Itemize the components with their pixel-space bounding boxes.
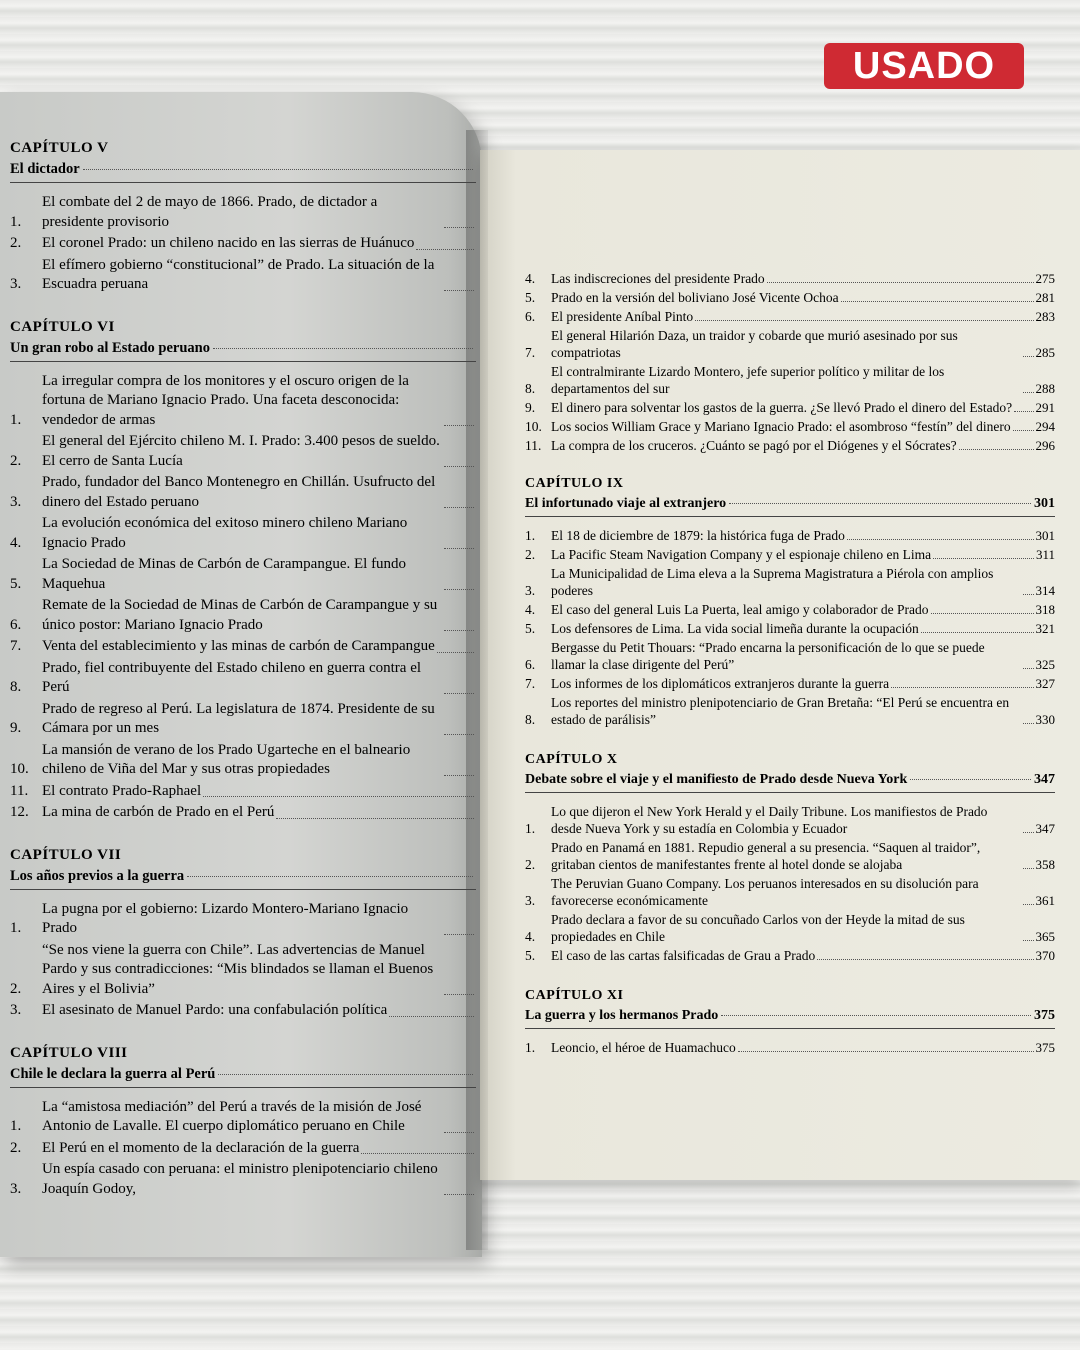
chapter-item-list	[10, 900, 476, 1021]
toc-entry	[525, 639, 1055, 673]
toc-entry	[525, 527, 1055, 544]
toc-entry	[525, 289, 1055, 306]
entry-title: El efímero gobierno “constitucional” de Prado. La situación de la Escuadra peruana	[42, 256, 435, 292]
chapter-page: 301	[1034, 496, 1055, 511]
chapter-block	[525, 476, 1055, 728]
entry-number: 4.	[525, 271, 536, 286]
entry-number: 3.	[10, 1180, 22, 1197]
chapter-subtitle-text: Un gran robo al Estado peruano	[10, 339, 210, 356]
toc-entry	[525, 675, 1055, 692]
entry-number: 4.	[525, 602, 536, 617]
entry-title: El general Hilarión Daza, un traidor y cobarde que murió asesinado por sus compatriotas	[551, 328, 958, 360]
toc-entry	[10, 741, 476, 780]
entry-number: 2.	[525, 857, 536, 872]
entry-number: 8.	[10, 679, 22, 695]
entry-number: 8.	[525, 381, 536, 396]
toc-entry	[10, 514, 476, 553]
leader-dots	[931, 613, 1034, 614]
entry-title: La Municipalidad de Lima eleva a la Suprema Magistratura a Piérola con amplios poderes	[551, 566, 994, 598]
chapter-page: 347	[1034, 772, 1055, 787]
leader-dots	[416, 249, 474, 250]
chapter-subtitle-text: El infortunado viaje al extranjero	[525, 496, 727, 511]
toc-entry	[525, 875, 1055, 909]
entry-number: 2.	[10, 980, 22, 997]
toc-entry	[10, 1001, 476, 1021]
leader-dots	[1023, 392, 1034, 393]
entry-page: 288	[1035, 381, 1055, 396]
toc-entry	[10, 234, 476, 254]
toc-entry	[10, 372, 476, 431]
entry-title: El contralmirante Lizardo Montero, jefe superior político y militar de los departamentos del sur	[551, 364, 945, 396]
chapter-subtitle	[10, 161, 476, 183]
entry-number: 11.	[525, 438, 542, 453]
entry-number: 2.	[525, 547, 536, 562]
leader-dots	[444, 227, 474, 228]
entry-number: 5.	[525, 621, 536, 636]
entry-number: 9.	[525, 400, 536, 415]
leader-dots	[444, 775, 474, 776]
chapter-subtitle	[525, 772, 1055, 793]
entry-number: 1.	[525, 528, 536, 543]
entry-page: 285	[1035, 345, 1055, 360]
entry-title: Los defensores de Lima. La vida social limeña durante la ocupación	[551, 621, 919, 636]
entry-number: 1.	[10, 1118, 22, 1134]
entry-page: 314	[1035, 583, 1055, 598]
leader-dots	[213, 348, 473, 349]
leader-dots	[218, 1074, 473, 1075]
toc-entry	[525, 270, 1055, 287]
leader-dots	[847, 539, 1034, 540]
entry-title: La irregular compra de los monitores y el oscuro origen de la fortuna de Mariano Ignacio Prado. Una faceta desconocida: vendedor de armas	[42, 372, 409, 428]
entry-title: El 18 de diciembre de 1879: la histórica fuga de Prado	[551, 528, 845, 543]
chapter-subtitle-text: Los años previos a la guerra	[10, 867, 185, 884]
leader-dots	[444, 425, 474, 426]
chapter-title: CAPÍTULO VII	[10, 846, 122, 863]
chapter-subtitle	[525, 496, 1055, 517]
chapter-item-list	[525, 1039, 1055, 1056]
leader-dots	[1023, 668, 1034, 669]
chapter-subtitle	[10, 1066, 476, 1088]
leader-dots	[437, 652, 474, 653]
entry-number: 7.	[525, 676, 536, 691]
leader-dots	[1023, 723, 1034, 724]
continued-item-list	[525, 270, 1055, 454]
entry-title: Prado declara a favor de su concuñado Carlos von der Heyde la mitad de sus propiedades en Chile	[551, 912, 965, 944]
entry-number: 12.	[10, 804, 29, 820]
entry-number: 1.	[10, 213, 22, 230]
entry-number: 9.	[10, 720, 22, 736]
entry-title: Venta del establecimiento y las minas de carbón de Carampangue	[42, 638, 435, 654]
chapter-subtitle	[10, 340, 476, 362]
toc-entry	[525, 1039, 1055, 1056]
entry-title: El dinero para solventar los gastos de la guerra. ¿Se llevó Prado el dinero del Estado?	[551, 400, 1013, 415]
toc-entry	[525, 947, 1055, 964]
leader-dots	[921, 632, 1034, 633]
chapter-subtitle	[10, 868, 476, 890]
toc-entry	[525, 327, 1055, 361]
entry-title: Prado en la versión del boliviano José Vicente Ochoa	[551, 290, 839, 305]
leader-dots	[444, 994, 474, 995]
leader-dots	[444, 734, 474, 735]
leader-dots	[1023, 940, 1034, 941]
entry-number: 3.	[10, 493, 22, 510]
entry-title: Prado, fiel contribuyente del Estado chileno en guerra contra el Perú	[42, 659, 422, 695]
entry-page: 347	[1035, 821, 1055, 836]
leader-dots	[444, 1132, 474, 1133]
entry-page: 358	[1035, 857, 1055, 872]
entry-title: Los reportes del ministro plenipotenciario de Gran Bretaña: “El Perú se encuentra en estado de parálisis”	[551, 695, 1010, 727]
entry-title: La evolución económica del exitoso minero chileno Mariano Ignacio Prado	[42, 515, 408, 551]
leader-dots	[83, 169, 473, 170]
leader-dots	[695, 320, 1033, 321]
entry-number: 2.	[10, 235, 22, 251]
toc-entry	[10, 193, 476, 232]
entry-title: La pugna por el gobierno: Lizardo Montero-Mariano Ignacio Prado	[42, 900, 409, 936]
toc-entry	[525, 620, 1055, 637]
entry-page: 321	[1035, 621, 1055, 636]
leader-dots	[729, 503, 1031, 504]
entry-number: 2.	[10, 1139, 22, 1156]
entry-number: 4.	[525, 929, 536, 944]
leader-dots	[444, 630, 474, 631]
leader-dots	[444, 693, 474, 694]
entry-page: 283	[1035, 309, 1055, 324]
leader-dots	[1023, 594, 1034, 595]
entry-page: 311	[1035, 547, 1055, 562]
chapter-block	[525, 752, 1055, 964]
entry-title: Prado de regreso al Perú. La legislatura de 1874. Presidente de su Cámara por un mes	[42, 700, 435, 736]
used-badge: USADO	[824, 43, 1024, 89]
entry-title: Los socios William Grace y Mariano Ignacio Prado: el asombroso “festín” del dinero	[551, 419, 1011, 434]
chapter-subtitle-text: Chile le declara la guerra al Perú	[10, 1065, 216, 1082]
leader-dots	[1023, 904, 1034, 905]
entry-page: 327	[1035, 676, 1055, 691]
leader-dots	[721, 1015, 1031, 1016]
entry-page: 361	[1035, 893, 1055, 908]
entry-page: 296	[1035, 438, 1055, 453]
entry-number: 10.	[525, 419, 542, 434]
toc-entry	[525, 839, 1055, 873]
entry-page: 375	[1035, 1040, 1055, 1055]
entry-title: Las indiscreciones del presidente Prado	[551, 271, 765, 286]
leader-dots	[444, 507, 474, 508]
entry-number: 1.	[525, 1040, 536, 1055]
entry-page: 291	[1035, 400, 1055, 415]
entry-number: 3.	[525, 583, 536, 598]
chapter-item-list	[10, 1098, 476, 1200]
leader-dots	[361, 1153, 474, 1154]
leader-dots	[444, 589, 474, 590]
entry-title: Remate de la Sociedad de Minas de Carbón de Carampangue y su único postor: Mariano Ignacio Prado	[42, 597, 438, 633]
leader-dots	[444, 466, 474, 467]
chapter-subtitle-text: Debate sobre el viaje y el manifiesto de Prado desde Nueva York	[525, 772, 908, 787]
entry-title: Prado, fundador del Banco Montenegro en Chillán. Usufructo del dinero del Estado peruano	[42, 474, 436, 510]
entry-number: 3.	[10, 1002, 22, 1018]
entry-number: 1.	[10, 411, 22, 428]
chapter-subtitle	[525, 1008, 1055, 1029]
leader-dots	[841, 301, 1034, 302]
toc-entry	[10, 432, 476, 471]
chapter-subtitle-text: El dictador	[10, 161, 80, 177]
toc-entry	[525, 694, 1055, 728]
chapter-title: CAPÍTULO X	[525, 752, 618, 767]
leader-dots	[444, 548, 474, 549]
chapter-item-list	[525, 803, 1055, 964]
chapter-title: CAPÍTULO IX	[525, 476, 624, 491]
entry-number: 7.	[525, 345, 536, 360]
leader-dots	[910, 779, 1031, 780]
entry-number: 5.	[525, 948, 536, 963]
entry-number: 5.	[10, 575, 22, 592]
entry-title: El Perú en el momento de la declaración de la guerra	[42, 1139, 360, 1156]
leader-dots	[444, 1194, 474, 1195]
toc-entry	[10, 941, 476, 1000]
leader-dots	[891, 687, 1033, 688]
entry-page: 318	[1035, 602, 1055, 617]
chapter-title: CAPÍTULO V	[10, 140, 109, 156]
entry-page: 325	[1035, 657, 1055, 672]
entry-title: The Peruvian Guano Company. Los peruanos interesados en su disolución para favorecerse económicamente	[551, 876, 979, 908]
entry-title: Leoncio, el héroe de Huamachuco	[551, 1040, 736, 1055]
entry-title: La compra de los cruceros. ¿Cuánto se pagó por el Diógenes y el Sócrates?	[551, 438, 957, 453]
entry-number: 4.	[10, 534, 22, 551]
toc-entry	[525, 308, 1055, 325]
toc-entry	[10, 700, 476, 739]
toc-entry	[525, 399, 1055, 416]
toc-entry	[525, 418, 1055, 435]
leader-dots	[389, 1016, 474, 1017]
leader-dots	[444, 934, 474, 935]
entry-page: 294	[1035, 419, 1055, 434]
leader-dots	[187, 876, 473, 877]
chapter-item-list	[10, 372, 476, 823]
entry-title: Lo que dijeron el New York Herald y el Daily Tribune. Los manifiestos de Prado desde Nueva York y su estadía en Colombia y Ecuador	[551, 804, 988, 836]
entry-page: 301	[1035, 528, 1055, 543]
leader-dots	[276, 818, 474, 819]
entry-number: 7.	[10, 638, 22, 654]
leader-dots	[817, 959, 1033, 960]
entry-number: 10.	[10, 761, 29, 777]
entry-title: La Sociedad de Minas de Carbón de Carampangue. El fundo Maquehua	[42, 556, 407, 592]
toc-entry	[525, 546, 1055, 563]
right-page-toc	[525, 270, 1055, 1080]
entry-title: La Pacific Steam Navigation Company y el espionaje chileno en Lima	[551, 547, 932, 562]
toc-entry	[10, 637, 476, 657]
leader-dots	[1014, 411, 1033, 412]
leader-dots	[1013, 430, 1034, 431]
chapter-title: CAPÍTULO VIII	[10, 1044, 128, 1061]
entry-title: El caso del general Luis La Puerta, leal amigo y colaborador de Prado	[551, 602, 929, 617]
leader-dots	[767, 282, 1034, 283]
entry-number: 8.	[525, 712, 536, 727]
leader-dots	[1023, 356, 1034, 357]
entry-page: 275	[1035, 271, 1055, 286]
toc-entry	[10, 803, 476, 823]
toc-entry	[10, 900, 476, 939]
entry-title: El caso de las cartas falsificadas de Grau a Prado	[551, 948, 816, 963]
entry-title: Bergasse du Petit Thouars: “Prado encarna la personificación de lo que se puede llamar la clase dirigente del Perú”	[551, 640, 985, 672]
chapter-block	[10, 1045, 476, 1200]
toc-entry	[525, 911, 1055, 945]
chapter-title: CAPÍTULO XI	[525, 988, 624, 1003]
chapter-block	[10, 319, 476, 823]
entry-number: 3.	[525, 893, 536, 908]
toc-entry	[10, 256, 476, 295]
chapter-block	[10, 140, 476, 295]
leader-dots	[444, 290, 474, 291]
chapter-item-list	[525, 527, 1055, 728]
entry-number: 3.	[10, 276, 22, 292]
toc-entry	[10, 1160, 476, 1199]
entry-title: La “amistosa mediación” del Perú a través de la misión de José Antonio de Lavalle. El cuerpo diplomático peruano en Chile	[42, 1098, 422, 1134]
entry-number: 6.	[525, 657, 536, 672]
toc-entry	[525, 601, 1055, 618]
chapter-title: CAPÍTULO VI	[10, 318, 115, 335]
entry-title: El contrato Prado-Raphael	[42, 782, 202, 799]
entry-title: El coronel Prado: un chileno nacido en las sierras de Huánuco	[42, 235, 415, 251]
chapter-block	[10, 847, 476, 1021]
entry-title: Prado en Panamá en 1881. Repudio general a su presencia. “Saquen al traidor”, gritaban cientos de manifestantes frente al hotel donde se alojaba	[551, 840, 981, 872]
toc-entry	[10, 659, 476, 698]
chapter-block	[525, 988, 1055, 1056]
leader-dots	[738, 1051, 1034, 1052]
toc-entry	[10, 555, 476, 594]
entry-title: El general del Ejército chileno M. I. Prado: 3.400 pesos de sueldo. El cerro de Santa Lucía	[42, 433, 440, 469]
entry-number: 1.	[525, 821, 536, 836]
right-chapters	[525, 476, 1055, 1056]
leader-dots	[1023, 832, 1034, 833]
toc-entry	[10, 782, 476, 802]
entry-title: Un espía casado con peruana: el ministro plenipotenciario chileno Joaquín Godoy,	[42, 1161, 438, 1197]
toc-entry	[525, 565, 1055, 599]
entry-number: 6.	[525, 309, 536, 324]
toc-entry	[10, 473, 476, 512]
chapter-page: 375	[1034, 1008, 1055, 1023]
leader-dots	[959, 449, 1034, 450]
entry-number: 11.	[10, 782, 29, 799]
leader-dots	[203, 796, 474, 797]
entry-title: “Se nos viene la guerra con Chile”. Las advertencias de Manuel Pardo y sus contradicciones: “Mis blindados se llaman el Buenos Aires y el Bolivia”	[42, 941, 434, 997]
entry-number: 2.	[10, 452, 22, 469]
toc-entry	[525, 363, 1055, 397]
leader-dots	[1023, 868, 1034, 869]
entry-title: La mina de carbón de Prado en el Perú	[42, 804, 275, 820]
entry-title: Los informes de los diplomáticos extranjeros durante la guerra	[551, 676, 890, 691]
toc-entry	[525, 803, 1055, 837]
entry-number: 1.	[10, 920, 22, 936]
toc-entry	[525, 437, 1055, 454]
entry-number: 5.	[525, 290, 536, 305]
left-page-toc	[10, 140, 476, 1223]
leader-dots	[933, 558, 1034, 559]
entry-title: El asesinato de Manuel Pardo: una confabulación política	[42, 1002, 388, 1018]
toc-entry	[10, 596, 476, 635]
toc-entry	[10, 1098, 476, 1137]
entry-title: El combate del 2 de mayo de 1866. Prado, de dictador a presidente provisorio	[42, 194, 378, 230]
chapter-item-list	[10, 193, 476, 295]
toc-entry	[10, 1139, 476, 1159]
entry-page: 365	[1035, 929, 1055, 944]
chapter-subtitle-text: La guerra y los hermanos Prado	[525, 1008, 719, 1023]
entry-title: La mansión de verano de los Prado Ugarteche en el balneario chileno de Viña del Mar y sus otras propiedades	[42, 741, 411, 777]
entry-title: El presidente Aníbal Pinto	[551, 309, 694, 324]
entry-number: 6.	[10, 616, 22, 633]
entry-page: 370	[1035, 948, 1055, 963]
entry-page: 330	[1035, 712, 1055, 727]
entry-page: 281	[1035, 290, 1055, 305]
